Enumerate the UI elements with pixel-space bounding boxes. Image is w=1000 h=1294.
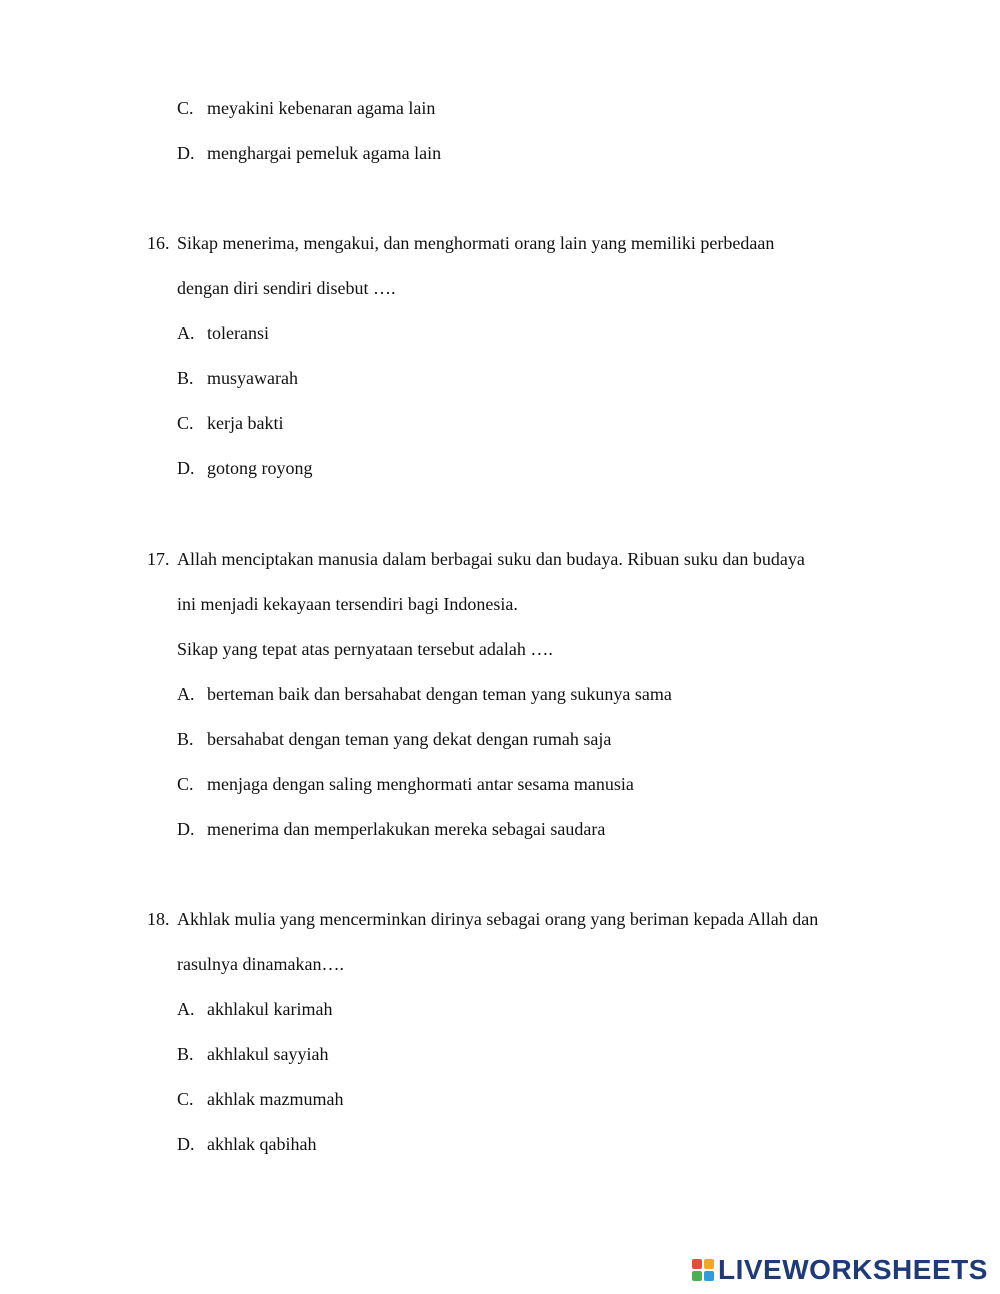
question-text-line: Sikap menerima, mengakui, dan menghormati orang lain yang memiliki perbedaan	[177, 233, 775, 253]
question-text-line: Sikap yang tepat atas pernyataan tersebut adalah ….	[177, 639, 553, 659]
option-b	[177, 367, 298, 389]
option-letter: C.	[177, 98, 194, 118]
option-text: akhlak mazmumah	[207, 1089, 344, 1109]
option-c	[177, 412, 283, 434]
option-text: toleransi	[207, 323, 269, 343]
option-text: menghargai pemeluk agama lain	[207, 143, 442, 163]
question-text-line: Akhlak mulia yang mencerminkan dirinya sebagai orang yang beriman kepada Allah dan	[177, 909, 819, 929]
option-letter: A.	[177, 999, 195, 1019]
option-text: meyakini kebenaran agama lain	[207, 98, 436, 118]
question-text-line: dengan diri sendiri disebut ….	[177, 278, 396, 298]
logo-square-green	[692, 1271, 702, 1281]
option-letter: D.	[177, 1134, 195, 1154]
option-c	[177, 773, 634, 795]
option-letter: C.	[177, 1089, 194, 1109]
question-text-line: rasulnya dinamakan….	[177, 954, 344, 974]
logo-square-orange	[704, 1259, 714, 1269]
option-text: gotong royong	[207, 458, 313, 478]
option-text: menjaga dengan saling menghormati antar sesama manusia	[207, 774, 634, 794]
option-letter: C.	[177, 774, 194, 794]
option-letter: D.	[177, 819, 195, 839]
option-letter: A.	[177, 323, 195, 343]
option-letter: A.	[177, 684, 195, 704]
option-text: musyawarah	[207, 368, 298, 388]
brand-name: LIVEWORKSHEETS	[718, 1254, 988, 1285]
option-text: berteman baik dan bersahabat dengan teman yang sukunya sama	[207, 684, 672, 704]
option-text: bersahabat dengan teman yang dekat dengan rumah saja	[207, 729, 612, 749]
question-text-line: ini menjadi kekayaan tersendiri bagi Indonesia.	[177, 594, 518, 614]
option-text: akhlakul sayyiah	[207, 1044, 329, 1064]
question-number: 17.	[147, 549, 170, 569]
option-d	[177, 457, 313, 479]
question-text-line: Allah menciptakan manusia dalam berbagai suku dan budaya. Ribuan suku dan budaya	[177, 549, 805, 569]
option-a	[177, 683, 672, 705]
option-letter: B.	[177, 729, 194, 749]
prev-option-d	[177, 142, 441, 164]
option-text: kerja bakti	[207, 413, 284, 433]
option-letter: D.	[177, 458, 195, 478]
option-d	[177, 1133, 316, 1155]
liveworksheets-logo-icon	[692, 1259, 714, 1281]
option-letter: C.	[177, 413, 194, 433]
option-text: akhlakul karimah	[207, 999, 333, 1019]
option-letter: D.	[177, 143, 195, 163]
option-text: akhlak qabihah	[207, 1134, 317, 1154]
option-letter: B.	[177, 368, 194, 388]
logo-square-red	[692, 1259, 702, 1269]
option-c	[177, 1088, 343, 1110]
prev-option-c	[177, 97, 435, 119]
option-text: menerima dan memperlakukan mereka sebagai saudara	[207, 819, 606, 839]
question-number: 16.	[147, 233, 170, 253]
liveworksheets-brand[interactable]	[692, 1255, 988, 1285]
option-b	[177, 1043, 328, 1065]
option-b	[177, 728, 611, 750]
option-a	[177, 998, 332, 1020]
option-d	[177, 818, 605, 840]
option-letter: B.	[177, 1044, 194, 1064]
question-number: 18.	[147, 909, 170, 929]
option-a	[177, 322, 269, 344]
logo-square-blue	[704, 1271, 714, 1281]
